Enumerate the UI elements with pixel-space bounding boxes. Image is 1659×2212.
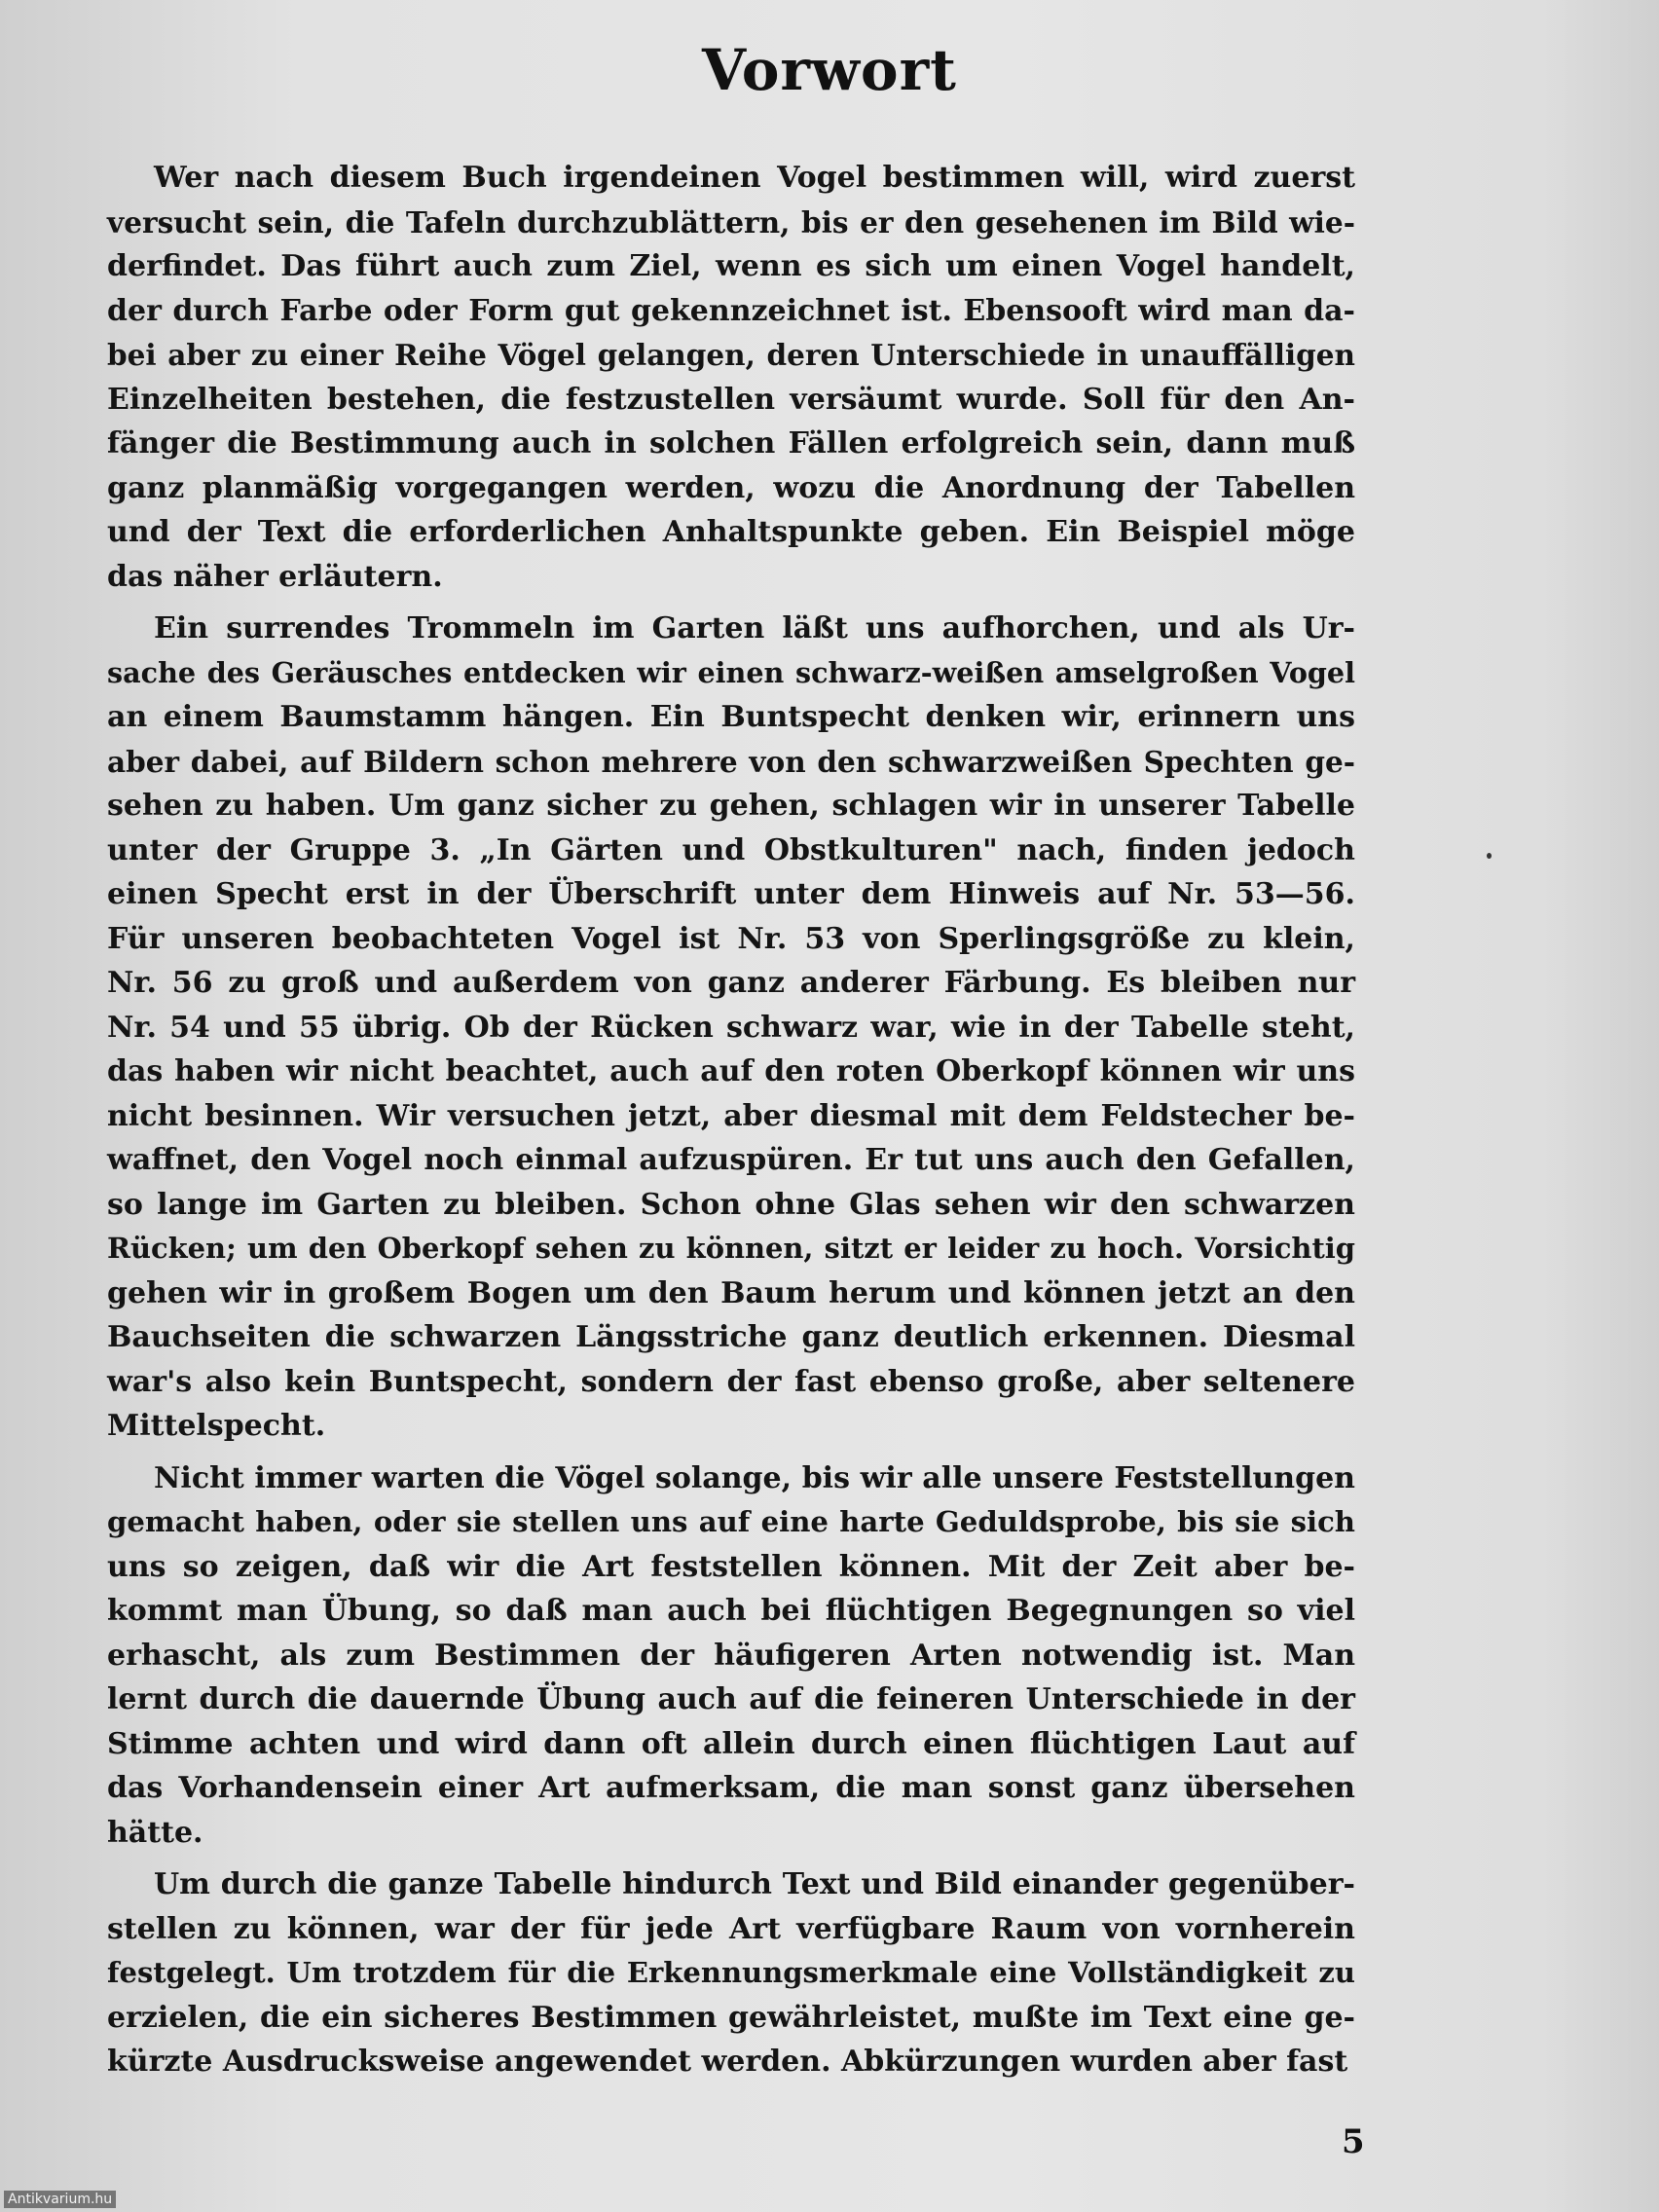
text-line: gemacht haben, oder sie stellen uns auf eine harte Geduldsprobe, bis sie sich (107, 1505, 1355, 1538)
text-line: das näher erläutern. (107, 559, 443, 594)
watermark: Antikvarium.hu (4, 2191, 116, 2208)
text-line: so lange im Garten zu bleiben. Schon ohne Glas sehen wir den schwarzen (107, 1187, 1355, 1222)
text-line: hätte. (107, 1815, 203, 1850)
text-line: aber dabei, auf Bildern schon mehrere von den schwarzweißen Spechten ge- (107, 744, 1355, 779)
text-line: Für unseren beobachteten Vogel ist Nr. 53 von Sperlingsgröße zu klein, (107, 921, 1355, 956)
text-line: Bauchseiten die schwarzen Längsstriche ganz deutlich erkennen. Diesmal (107, 1320, 1355, 1354)
text-line: der durch Farbe oder Form gut gekennzeichnet ist. Ebensooft wird man da- (107, 293, 1355, 328)
text-line: nicht besinnen. Wir versuchen jetzt, aber diesmal mit dem Feldstecher be- (107, 1098, 1355, 1133)
text-line: fänger die Bestimmung auch in solchen Fällen erfolgreich sein, dann muß (107, 426, 1355, 461)
text-line: uns so zeigen, daß wir die Art feststellen können. Mit der Zeit aber be- (107, 1549, 1355, 1584)
text-line: an einem Baumstamm hängen. Ein Buntspecht denken wir, erinnern uns (107, 700, 1355, 734)
text-line: bei aber zu einer Reihe Vögel gelangen, deren Unterschiede in unauffälligen (107, 338, 1355, 372)
paragraph-4 (107, 1862, 1355, 2084)
page-number: 5 (1342, 2122, 1365, 2161)
text-line: unter der Gruppe 3. „In Gärten und Obstkulturen" nach, finden jedoch (107, 832, 1355, 867)
text-line: Rücken; um den Oberkopf sehen zu können, sitzt er leider zu hoch. Vorsichtig (107, 1232, 1355, 1265)
text-line: versucht sein, die Tafeln durchzublättern, bis er den gesehenen im Bild wie- (107, 204, 1355, 240)
page-title: Vorwort (702, 37, 957, 103)
paragraph-2 (107, 607, 1355, 1449)
text-line: Nicht immer warten die Vögel solange, bis wir alle unsere Feststellungen (154, 1460, 1355, 1495)
text-line: derfindet. Das führt auch zum Ziel, wenn es sich um einen Vogel handelt, (107, 249, 1355, 283)
text-line: gehen wir in großem Bogen um den Baum herum und können jetzt an den (107, 1275, 1355, 1310)
text-line: erzielen, die ein sicheres Bestimmen gewährleistet, mußte im Text eine ge- (107, 2000, 1355, 2035)
text-line: das haben wir nicht beachtet, auch auf den roten Oberkopf können wir uns (107, 1054, 1355, 1088)
paragraph-1 (107, 156, 1355, 599)
text-line: kürzte Ausdrucksweise angewendet werden. Abkürzungen wurden aber fast (107, 2045, 1348, 2079)
text-line: Ein surrendes Trommeln im Garten läßt uns aufhorchen, und als Ur- (154, 611, 1355, 645)
text-line: Mittelspecht. (107, 1409, 326, 1443)
text-line: stellen zu können, war der für jede Art verfügbare Raum von vornherein (107, 1911, 1355, 1946)
paper-speck (1487, 853, 1492, 859)
text-line: sehen zu haben. Um ganz sicher zu gehen, schlagen wir in unserer Tabelle (107, 789, 1355, 823)
text-line: waffnet, den Vogel noch einmal aufzuspüren. Er tut uns auch den Gefallen, (107, 1143, 1355, 1177)
text-line: das Vorhandensein einer Art aufmerksam, die man sonst ganz übersehen (107, 1771, 1355, 1805)
page-shadow (1542, 0, 1659, 2212)
text-line: Einzelheiten bestehen, die festzustellen versäumt wurde. Soll für den An- (107, 382, 1355, 417)
text-line: festgelegt. Um trotzdem für die Erkennungsmerkmale eine Vollständigkeit zu (107, 1956, 1355, 1989)
paragraph-3 (107, 1456, 1355, 1856)
text-line: Stimme achten und wird dann oft allein durch einen flüchtigen Laut auf (107, 1726, 1355, 1761)
text-line: und der Text die erforderlichen Anhaltspunkte geben. Ein Beispiel möge (107, 515, 1355, 549)
text-line: Nr. 54 und 55 übrig. Ob der Rücken schwarz war, wie in der Tabelle steht, (107, 1010, 1355, 1045)
text-line: Wer nach diesem Buch irgendeinen Vogel bestimmen will, wird zuerst (154, 161, 1355, 195)
text-line: Nr. 56 zu groß und außerdem von ganz anderer Färbung. Es bleiben nur (107, 966, 1355, 1000)
text-line: lernt durch die dauernde Übung auch auf die feineren Unterschiede in der (107, 1682, 1355, 1716)
text-line: ganz planmäßig vorgegangen werden, wozu die Anordnung der Tabellen (107, 470, 1355, 505)
text-line: kommt man Übung, so daß man auch bei flüchtigen Begegnungen so viel (107, 1594, 1355, 1628)
text-line: erhascht, als zum Bestimmen der häufigeren Arten notwendig ist. Man (107, 1638, 1355, 1673)
body-text (107, 156, 1355, 2092)
text-line: einen Specht erst in der Überschrift unter dem Hinweis auf Nr. 53—56. (107, 877, 1355, 911)
text-line: war's also kein Buntspecht, sondern der fast ebenso große, aber seltenere (107, 1364, 1355, 1399)
text-line: sache des Geräusches entdecken wir einen schwarz-weißen amselgroßen Vogel (107, 655, 1355, 689)
text-line: Um durch die ganze Tabelle hindurch Text und Bild einander gegenüber- (154, 1867, 1355, 1901)
